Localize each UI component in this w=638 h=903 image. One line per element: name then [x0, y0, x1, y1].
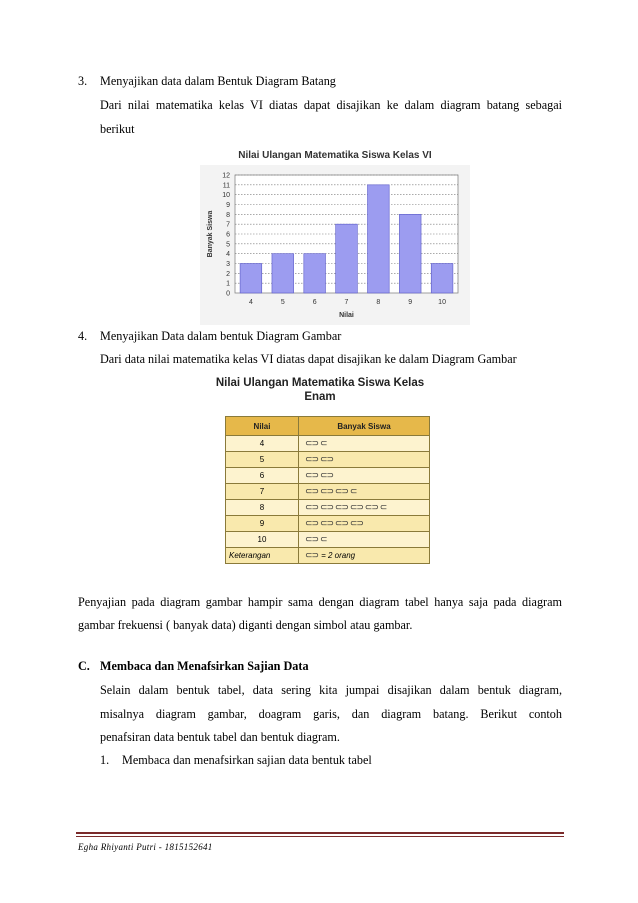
- person-symbol-icon: ⊂⊃ ⊂⊃: [305, 454, 334, 465]
- person-symbol-icon: ⊂⊃: [305, 550, 319, 561]
- paragraph-line1: Penyajian pada diagram gambar hampir sama dengan diagram tabel hanya saja pada diagram: [78, 595, 562, 609]
- picto-table: [225, 416, 430, 564]
- section4-heading: Menyajikan Data dalam bentuk Diagram Gambar: [100, 329, 342, 343]
- picto-row: [226, 468, 430, 484]
- person-symbol-icon: ⊂⊃ ⊂⊃: [305, 470, 334, 481]
- x-tick-label: 4: [248, 299, 253, 306]
- paragraph-line2: gambar frekuensi ( banyak data) diganti dengan simbol atau gambar.: [78, 618, 413, 632]
- picto-nilai: 9: [226, 516, 299, 532]
- picto-row: [226, 500, 430, 516]
- picto-nilai: 10: [226, 532, 299, 548]
- person-symbol-icon: ⊂⊃ ⊂⊃ ⊂⊃ ⊂⊃ ⊂⊃ ⊂: [305, 502, 387, 513]
- person-symbol-icon: ⊂⊃ ⊂: [305, 438, 327, 449]
- picto-title-line1: Nilai Ulangan Matematika Siswa Kelas: [215, 377, 425, 389]
- footer-rule-thin: [76, 836, 564, 837]
- y-axis-label: Banyak Siswa: [207, 210, 214, 258]
- footer-author: Egha Rhiyanti Putri - 1815152641: [78, 842, 213, 852]
- sectionC-item-text: Membaca dan menafsirkan sajian data bentuk tabel: [122, 753, 372, 767]
- picto-nilai: 4: [226, 436, 299, 452]
- bar: [399, 214, 421, 293]
- y-tick-label: 2: [226, 270, 230, 278]
- sectionC-line2: misalnya diagram gambar, doagram garis, dan diagram batang. Berikut contoh: [100, 707, 562, 721]
- y-tick-label: 11: [222, 182, 230, 190]
- person-symbol-icon: ⊂⊃ ⊂: [305, 534, 327, 545]
- section4-number: 4.: [78, 329, 88, 343]
- y-tick-label: 0: [226, 290, 230, 298]
- x-tick-label: 6: [312, 299, 317, 306]
- bar: [431, 264, 453, 294]
- x-tick-label: 7: [344, 299, 349, 306]
- picto-row: [226, 516, 430, 532]
- section3-text-line2: berikut: [100, 122, 135, 136]
- x-tick-label: 9: [408, 299, 413, 306]
- chart-title: Nilai Ulangan Matematika Siswa Kelas VI: [238, 150, 432, 161]
- picto-row: [226, 452, 430, 468]
- section3-number: 3.: [78, 74, 88, 88]
- section4-text-line1: Dari data nilai matematika kelas VI diatas dapat disajikan ke dalam Diagram Gambar: [100, 352, 517, 366]
- picto-legend-label: Keterangan: [226, 548, 299, 564]
- picto-title-line2: Enam: [304, 391, 336, 403]
- picto-row: [226, 532, 430, 548]
- y-tick-label: 12: [222, 172, 230, 180]
- bar-chart: [200, 165, 470, 325]
- y-tick-label: 6: [226, 231, 230, 239]
- x-tick-label: 5: [280, 299, 285, 306]
- picto-row: [226, 436, 430, 452]
- x-tick-label: 8: [376, 299, 381, 306]
- picto-row: [226, 484, 430, 500]
- section3-text-line1: Dari nilai matematika kelas VI diatas dapat disajikan ke dalam diagram batang sebagai: [100, 98, 562, 112]
- bar: [272, 254, 294, 293]
- bar: [336, 224, 358, 293]
- picto-nilai: 7: [226, 484, 299, 500]
- sectionC-item-number: 1.: [100, 753, 110, 767]
- picto-table-wrapper: [225, 416, 430, 564]
- picto-nilai: 5: [226, 452, 299, 468]
- sectionC-heading: Membaca dan Menafsirkan Sajian Data: [100, 659, 309, 673]
- picto-nilai: 8: [226, 500, 299, 516]
- picto-legend-text: = 2 orang: [321, 550, 356, 560]
- y-tick-label: 8: [226, 211, 230, 219]
- section3-heading: Menyajikan data dalam Bentuk Diagram Batang: [100, 74, 336, 88]
- y-tick-label: 3: [226, 261, 230, 268]
- y-tick-label: 7: [226, 221, 230, 229]
- x-axis-label: Nilai: [339, 312, 354, 319]
- sectionC-line1: Selain dalam bentuk tabel, data sering kita jumpai disajikan dalam bentuk diagram,: [100, 683, 562, 697]
- sectionC-label: C.: [78, 659, 90, 673]
- y-tick-label: 9: [226, 202, 230, 209]
- y-tick-label: 4: [226, 251, 230, 259]
- y-tick-label: 10: [222, 192, 230, 200]
- picto-legend-row: [226, 548, 430, 564]
- picto-title: [200, 376, 440, 404]
- footer-rule-thick: [76, 832, 564, 834]
- y-tick-label: 1: [226, 280, 230, 288]
- sectionC-line3: penafsiran data bentuk tabel dan bentuk diagram.: [100, 730, 340, 744]
- bar: [240, 264, 262, 294]
- picto-header-banyak: Banyak Siswa: [299, 417, 430, 436]
- bar: [368, 185, 390, 293]
- bar: [304, 254, 326, 293]
- person-symbol-icon: ⊂⊃ ⊂⊃ ⊂⊃ ⊂: [305, 486, 357, 497]
- person-symbol-icon: ⊂⊃ ⊂⊃ ⊂⊃ ⊂⊃: [305, 518, 363, 529]
- x-tick-label: 10: [438, 299, 446, 306]
- picto-nilai: 6: [226, 468, 299, 484]
- y-tick-label: 5: [226, 241, 230, 249]
- picto-header-nilai: Nilai: [226, 417, 299, 436]
